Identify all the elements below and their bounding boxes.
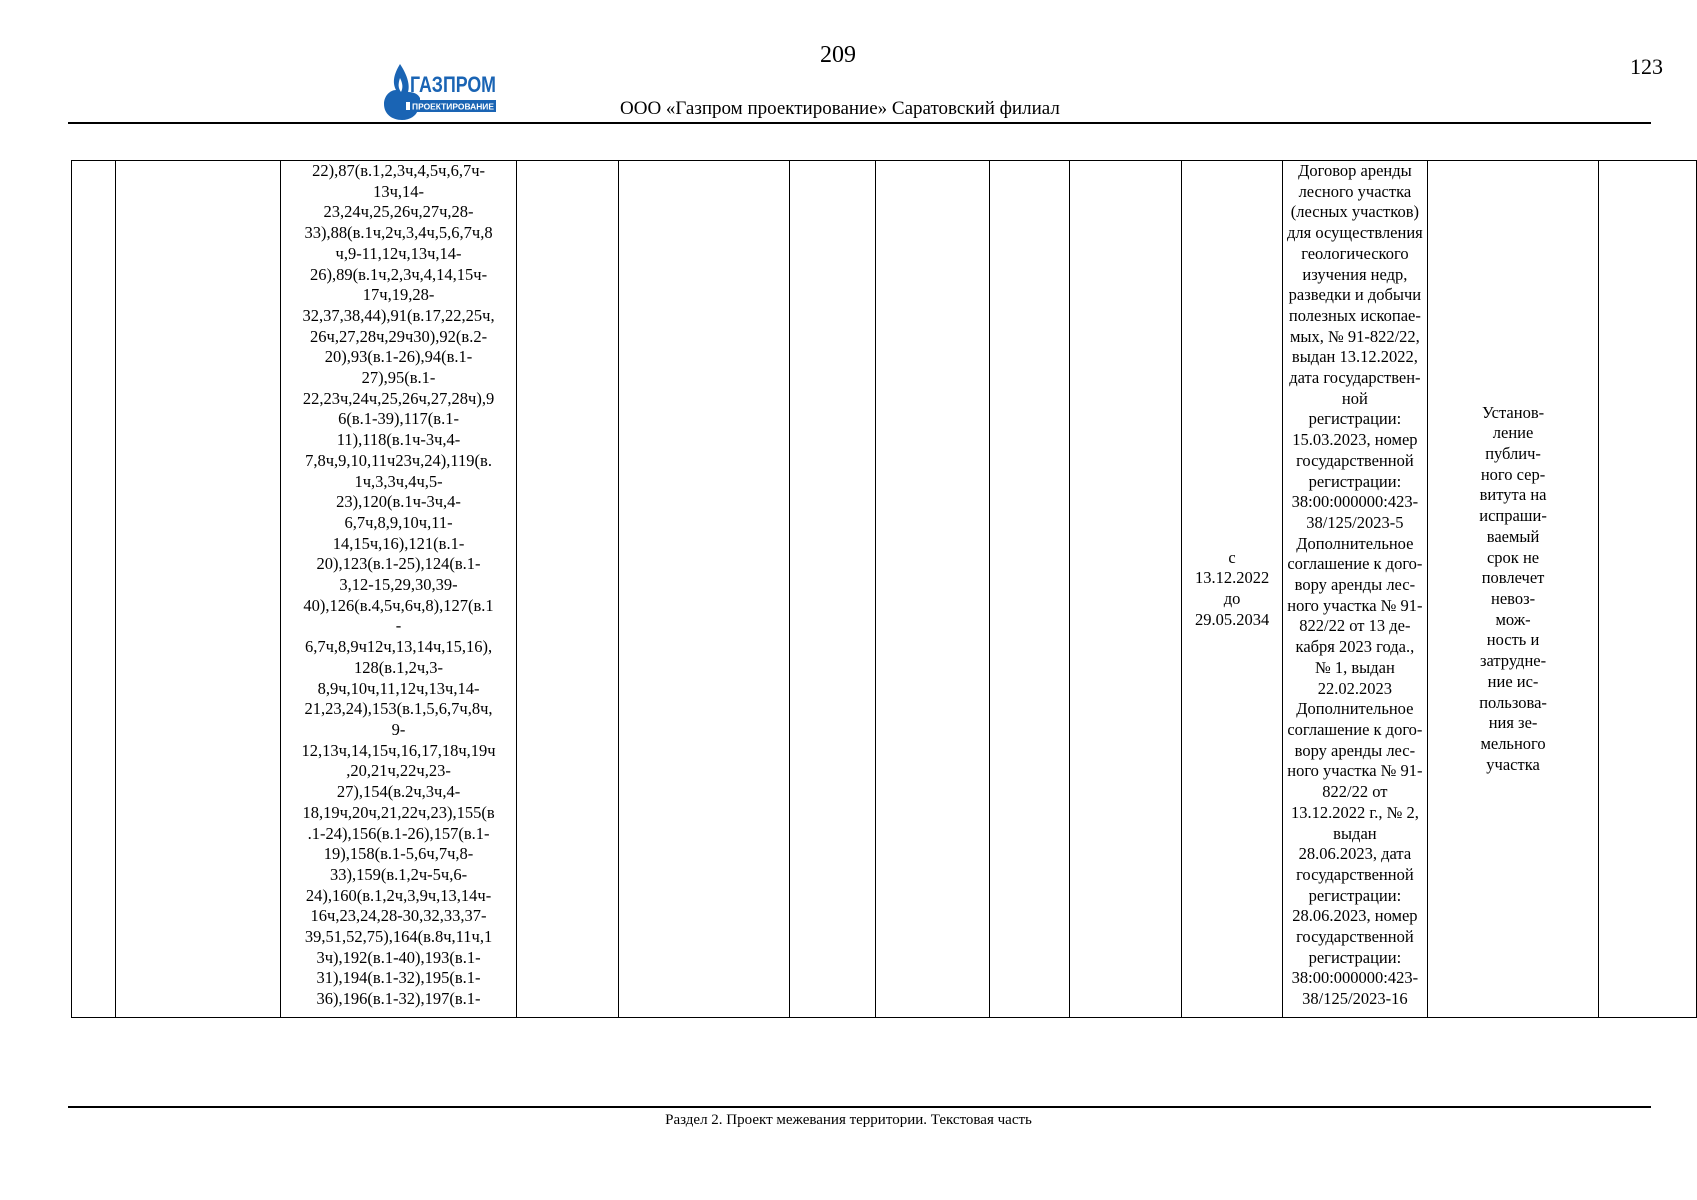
cadastral-text-line: 19),158(в.1-5,6ч,7ч,8- [323, 844, 474, 864]
document-text-line: 13.12.2022 г., № 2, [1290, 802, 1419, 822]
document-cell [1283, 161, 1428, 1018]
document-text-line: регистрации: [1308, 409, 1402, 429]
purpose-text-line: ность и [1486, 630, 1540, 650]
data-table [71, 160, 1697, 1018]
cadastral-text-line: 23),120(в.1ч-3ч,4- [336, 492, 461, 512]
footer-divider [68, 1106, 1651, 1108]
cadastral-text-line: 14,15ч,16),121(в.1- [332, 533, 465, 553]
cadastral-text-line: 33),159(в.1,2ч-5ч,6- [329, 864, 468, 884]
validity-period-line: до [1223, 589, 1241, 608]
cadastral-text-line: 20),123(в.1-25),124(в.1- [316, 554, 481, 574]
document-text-line: мых, № 91-822/22, [1289, 326, 1420, 346]
cadastral-text-line: 6,7ч,8,9,10ч,11- [344, 512, 453, 532]
cadastral-text-line: 27),95(в.1- [361, 368, 436, 388]
document-text-line: государственной [1296, 864, 1414, 884]
document-text-line: выдан [1333, 823, 1377, 843]
purpose-text-line: мельного [1480, 733, 1546, 753]
document-text-line: регистрации: [1308, 947, 1402, 967]
purpose-text [1428, 403, 1599, 776]
cadastral-text-line: 1ч,3,3ч,4ч,5- [354, 471, 443, 491]
purpose-text-line: пользова- [1479, 692, 1547, 712]
document-text-line: 28.06.2023, дата [1298, 844, 1412, 864]
table-cell-empty [789, 161, 876, 1018]
document-text-line: вору аренды лес- [1294, 575, 1416, 595]
purpose-text-line: мож- [1495, 609, 1531, 629]
document-text-line: 15.03.2023, номер [1292, 430, 1418, 450]
table-cell-empty [115, 161, 280, 1018]
cadastral-text-line: 26),89(в.1ч,2,3ч,4,14,15ч- [310, 264, 488, 284]
cadastral-text-line: 6(в.1-39),117(в.1- [338, 409, 459, 429]
cadastral-text-line: 13ч,14- [373, 181, 424, 201]
document-text-line: лесного участка [1298, 181, 1412, 201]
table-cell-empty [1069, 161, 1182, 1018]
purpose-text-line: участка [1486, 754, 1540, 774]
table-cell-empty [72, 161, 116, 1018]
document-text-line: вору аренды лес- [1294, 740, 1416, 760]
cadastral-text [281, 161, 516, 1010]
table-cell-empty [1599, 161, 1697, 1018]
purpose-text-line: затрудне- [1479, 651, 1547, 671]
cadastral-text-line: 21,23,24),153(в.1,5,6,7ч,8ч, [304, 699, 493, 719]
cadastral-text-line: 7,8ч,9,10,11ч23ч,24),119(в. [305, 450, 492, 470]
document-text-line: регистрации: [1308, 471, 1402, 491]
purpose-text-line: Установ- [1481, 402, 1545, 422]
document-text-line: Договор аренды [1298, 161, 1412, 180]
purpose-text-line: ние ис- [1487, 671, 1539, 691]
document-text-line: соглашение к дого- [1287, 554, 1423, 574]
cadastral-text-line: 20),93(в.1-26),94(в.1- [324, 347, 473, 367]
document-text-line: ной [1341, 388, 1368, 408]
purpose-text-line: витута на [1479, 485, 1547, 505]
cadastral-text-line: 9- [391, 719, 406, 739]
validity-period-line: с [1228, 547, 1236, 567]
table-cell-empty [989, 161, 1069, 1018]
logo-brand-text: ГАЗПРОМ [410, 72, 496, 97]
validity-period-line: 13.12.2022 [1194, 568, 1270, 588]
cadastral-text-line: ,20,21ч,22ч,23- [346, 761, 451, 781]
cadastral-text-line: 11),118(в.1ч-3ч,4- [336, 430, 461, 450]
document-text-line: 22.02.2023 [1317, 678, 1393, 698]
document-text-line: ного участка № 91- [1287, 761, 1423, 781]
document-text-line: 38:00:000000:423- [1291, 968, 1419, 988]
validity-period-text [1182, 548, 1282, 631]
footer-text: Раздел 2. Проект межевания территории. Текстовая часть [665, 1112, 1032, 1128]
cadastral-text-line: 31),194(в.1-32),195(в.1- [316, 968, 481, 988]
document-text-line: (лесных участков) [1290, 202, 1419, 222]
gazprom-logo [380, 56, 500, 122]
document-text-line: кабря 2023 года., [1295, 637, 1415, 657]
cadastral-text-line: 23,24ч,25,26ч,27ч,28- [323, 202, 474, 222]
validity-period-cell [1182, 161, 1283, 1018]
logo-sub-text: ПРОЕКТИРОВАНИЕ [412, 101, 495, 112]
purpose-text-line: публич- [1485, 444, 1541, 464]
cadastral-text-line: 22),87(в.1,2,3ч,4,5ч,6,7ч- [312, 161, 485, 180]
document-text-line: полезных ископае- [1288, 305, 1421, 325]
header-divider [68, 122, 1651, 124]
purpose-cell [1427, 161, 1599, 1018]
page-number-right: 123 [1630, 54, 1663, 79]
cadastral-text-line: 3ч),192(в.1-40),193(в.1- [316, 947, 481, 967]
cadastral-text-line: 6,7ч,8,9ч12ч,13,14ч,15,16), [304, 637, 493, 657]
document-text-line: 822/22 от 13 де- [1299, 616, 1411, 636]
document-text-line: разведки и добычи [1288, 285, 1422, 305]
cadastral-text-line: - [395, 616, 402, 636]
cadastral-text-line: 40),126(в.4,5ч,6ч,8),127(в.1 [303, 595, 494, 615]
table-row [72, 161, 1697, 1018]
cadastral-text-line: 22,23ч,24ч,25,26ч,27,28ч),9 [302, 388, 495, 408]
cadastral-text-line: 16ч,23,24,28-30,32,33,37- [310, 906, 487, 926]
cadastral-text-line: 36),196(в.1-32),197(в.1- [316, 989, 481, 1009]
cadastral-text-line: .1-24),156(в.1-26),157(в.1- [307, 823, 490, 843]
purpose-text-line: ния зе- [1488, 713, 1538, 733]
document-text-line: № 1, выдан [1314, 657, 1395, 677]
table-cell-empty [516, 161, 618, 1018]
cadastral-text-line: 27),154(в.2ч,3ч,4- [336, 782, 461, 802]
purpose-text-line: ление [1492, 423, 1534, 443]
cadastral-text-line: ч,9-11,12ч,13ч,14- [335, 243, 462, 263]
cadastral-text-line: 39,51,52,75),164(в.8ч,11ч,1 [304, 927, 493, 947]
cadastral-text-line: 32,37,38,44),91(в.17,22,25ч, [302, 305, 495, 325]
document-text [1283, 161, 1427, 1010]
document-text-line: Дополнительное [1296, 533, 1414, 553]
validity-period-line: 29.05.2034 [1194, 609, 1270, 629]
document-text-line: 38/125/2023-5 [1306, 512, 1404, 532]
document-text-line: выдан 13.12.2022, [1291, 347, 1418, 367]
document-text-line: геологического [1301, 243, 1409, 263]
page-number-center: 209 [820, 42, 856, 68]
organization-name: ООО «Газпром проектирование» Саратовский филиал [620, 98, 1060, 119]
purpose-text-line: невоз- [1490, 589, 1536, 608]
document-text-line: изучения недр, [1302, 264, 1408, 284]
purpose-text-line: испраши- [1479, 506, 1547, 526]
cadastral-text-line: 18,19ч,20ч,21,22ч,23),155(в [302, 802, 495, 822]
document-text-line: государственной [1296, 450, 1414, 470]
cadastral-text-line: 3,12-15,29,30,39- [339, 575, 458, 595]
purpose-text-line: ваемый [1486, 526, 1540, 546]
purpose-text-line: повлечет [1481, 568, 1545, 588]
document-text-line: Дополнительное [1296, 699, 1414, 719]
document-text-line: соглашение к дого- [1287, 719, 1423, 739]
document-text-line: дата государствен- [1289, 368, 1421, 388]
document-text-line: для осуществления [1287, 223, 1423, 243]
purpose-text-line: срок не [1486, 547, 1540, 567]
document-text-line: 38/125/2023-16 [1302, 989, 1408, 1009]
document-text-line: 822/22 от [1322, 782, 1388, 802]
cadastral-cell [281, 161, 517, 1018]
cadastral-text-line: 26ч,27,28ч,29ч30),92(в.2- [310, 326, 488, 346]
document-text-line: государственной [1296, 927, 1414, 947]
document-text-line: 28.06.2023, номер [1292, 906, 1418, 926]
document-text-line: регистрации: [1308, 885, 1402, 905]
purpose-text-line: ного сер- [1480, 464, 1546, 484]
table-cell-empty [876, 161, 990, 1018]
document-text-line: ного участка № 91- [1287, 595, 1423, 615]
cadastral-text-line: 17ч,19,28- [362, 285, 435, 305]
cadastral-text-line: 128(в.1,2ч,3- [354, 657, 444, 677]
cadastral-text-line: 33),88(в.1ч,2ч,3,4ч,5,6,7ч,8 [304, 223, 493, 243]
cadastral-text-line: 8,9ч,10ч,11,12ч,13ч,14- [317, 678, 480, 698]
cadastral-text-line: 12,13ч,14,15ч,16,17,18ч,19ч [301, 740, 496, 760]
table-cell-empty [618, 161, 789, 1018]
cadastral-text-line: 24),160(в.1,2ч,3,9ч,13,14ч- [305, 885, 492, 905]
document-text-line: 38:00:000000:423- [1291, 492, 1419, 512]
